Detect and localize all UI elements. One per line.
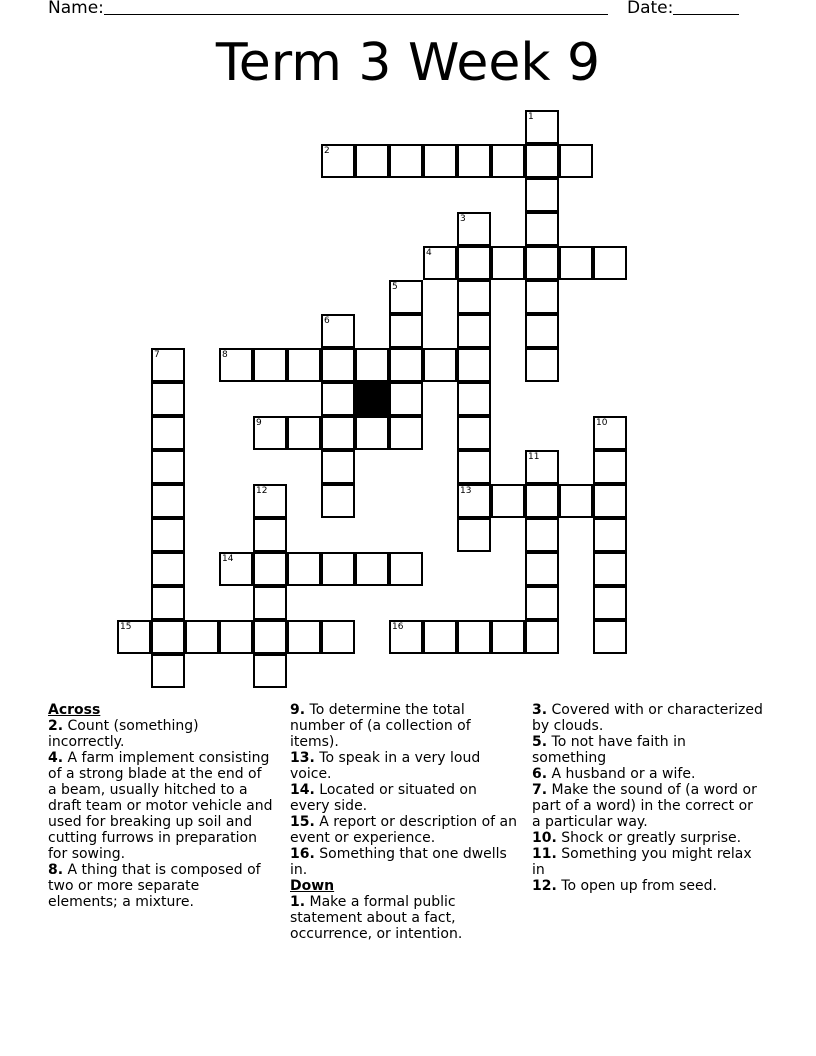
grid-cell[interactable] [423,144,457,178]
grid-cell[interactable] [253,348,287,382]
grid-cell[interactable] [593,620,627,654]
grid-cell[interactable] [525,246,559,280]
grid-cell[interactable] [457,484,491,518]
grid-cell[interactable] [593,416,627,450]
grid-cell[interactable] [457,144,491,178]
grid-cell[interactable] [287,416,321,450]
grid-cell[interactable] [593,518,627,552]
grid-cell[interactable] [321,382,355,416]
grid-cell[interactable] [491,484,525,518]
black-cell [355,382,389,416]
grid-cell[interactable] [389,144,423,178]
grid-cell[interactable] [151,348,185,382]
grid-cell[interactable] [151,620,185,654]
clues-column-3 [532,702,764,894]
grid-cell[interactable] [457,246,491,280]
grid-cell[interactable] [321,314,355,348]
grid-cell[interactable] [491,620,525,654]
clues-column-1 [48,702,273,910]
grid-cell[interactable] [253,552,287,586]
clue-number: 2 [324,146,330,156]
grid-cell[interactable] [593,484,627,518]
clue-down-10: 10. Shock or greatly surprise. [532,830,742,846]
grid-cell[interactable] [525,280,559,314]
grid-cell[interactable] [457,280,491,314]
grid-cell[interactable] [253,484,287,518]
clue-number: 3 [460,214,466,224]
grid-cell[interactable] [287,348,321,382]
grid-cell[interactable] [525,348,559,382]
grid-cell[interactable] [457,620,491,654]
grid-cell[interactable] [491,144,525,178]
grid-cell[interactable] [321,450,355,484]
grid-cell[interactable] [389,552,423,586]
grid-cell[interactable] [525,110,559,144]
grid-cell[interactable] [525,586,559,620]
grid-cell[interactable] [151,654,185,688]
clue-number: 1 [528,112,534,122]
grid-cell[interactable] [253,654,287,688]
grid-cell[interactable] [457,382,491,416]
grid-cell[interactable] [593,450,627,484]
date-label: Date: [627,0,674,18]
clue-across-8: 8. A thing that is composed of two or more separate elements; a mixture. [48,862,261,910]
clues-column-2 [290,702,518,942]
clue-across-13: 13. To speak in a very loud voice. [290,750,481,782]
grid-cell[interactable] [525,518,559,552]
clue-down-7: 7. Make the sound of (a word or part of a word) in the correct or a particular way. [532,782,757,830]
clue-across-4: 4. A farm implement consisting of a strong blade at the end of a beam, usually hitched to a draft team or motor vehicle and used for breaking up soil and cutting furrows in preparation for sowing. [48,750,273,862]
clue-number: 16 [392,622,404,632]
clue-number: 12 [256,486,268,496]
grid-cell[interactable] [321,416,355,450]
clue-down-11: 11. Something you might relax in [532,846,752,878]
grid-cell[interactable] [151,552,185,586]
grid-cell[interactable] [355,552,389,586]
grid-cell[interactable] [457,314,491,348]
grid-cell[interactable] [321,144,355,178]
grid-cell[interactable] [219,620,253,654]
grid-cell[interactable] [389,382,423,416]
grid-cell[interactable] [287,620,321,654]
grid-cell[interactable] [151,450,185,484]
clue-down-1: 1. Make a formal public statement about a fact, occurrence, or intention. [290,894,463,942]
grid-cell[interactable] [491,246,525,280]
grid-cell[interactable] [457,348,491,382]
clue-down-12: 12. To open up from seed. [532,878,717,894]
clue-number: 10 [596,418,608,428]
grid-cell[interactable] [355,144,389,178]
grid-cell[interactable] [457,212,491,246]
grid-cell[interactable] [151,416,185,450]
clue-number: 11 [528,452,540,462]
clue-across-2: 2. Count (something) incorrectly. [48,718,199,750]
clue-across-16: 16. Something that one dwells in. [290,846,507,878]
grid-cell[interactable] [219,552,253,586]
clue-across-15: 15. A report or description of an event or experience. [290,814,517,846]
grid-cell[interactable] [151,518,185,552]
page-title: Term 3 Week 9 [215,33,601,93]
grid-cell[interactable] [117,620,151,654]
grid-cell[interactable] [219,348,253,382]
grid-cell[interactable] [355,348,389,382]
down-heading: Down [290,878,335,894]
grid-cell[interactable] [253,518,287,552]
grid-cell[interactable] [457,450,491,484]
grid-cell[interactable] [457,416,491,450]
clue-number: 13 [460,486,472,496]
grid-cell[interactable] [593,552,627,586]
clue-number: 6 [324,316,330,326]
clue-number: 15 [120,622,132,632]
clue-number: 4 [426,248,432,258]
grid-cell[interactable] [253,416,287,450]
clue-number: 7 [154,350,160,360]
clue-number: 8 [222,350,228,360]
grid-cell[interactable] [423,620,457,654]
name-label: Name: [48,0,104,18]
grid-cell[interactable] [321,484,355,518]
grid-cell[interactable] [321,552,355,586]
grid-cell[interactable] [423,246,457,280]
grid-cell[interactable] [559,144,593,178]
grid-cell[interactable] [389,416,423,450]
grid-cell[interactable] [593,246,627,280]
clue-across-9: 9. To determine the total number of (a collection of items). [290,702,471,750]
clue-down-6: 6. A husband or a wife. [532,766,696,782]
grid-cell[interactable] [525,212,559,246]
grid-cell[interactable] [185,620,219,654]
grid-cell[interactable] [423,348,457,382]
grid-cell[interactable] [525,178,559,212]
grid-cell[interactable] [525,620,559,654]
grid-cell[interactable] [525,314,559,348]
clue-across-14: 14. Located or situated on every side. [290,782,477,814]
clue-number: 5 [392,282,398,292]
grid-cell[interactable] [287,552,321,586]
grid-cell[interactable] [593,586,627,620]
grid-cell[interactable] [389,348,423,382]
clue-number: 9 [256,418,262,428]
grid-cell[interactable] [151,484,185,518]
grid-cell[interactable] [389,620,423,654]
grid-cell[interactable] [525,450,559,484]
grid-cell[interactable] [559,246,593,280]
grid-cell[interactable] [253,620,287,654]
grid-cell[interactable] [525,484,559,518]
across-heading: Across [48,702,101,718]
grid-cell[interactable] [389,314,423,348]
grid-cell[interactable] [355,416,389,450]
grid-cell[interactable] [321,620,355,654]
grid-cell[interactable] [253,586,287,620]
grid-cell[interactable] [151,382,185,416]
grid-cell[interactable] [151,586,185,620]
clue-down-3: 3. Covered with or characterized by clouds. [532,702,763,734]
grid-cell[interactable] [525,552,559,586]
grid-cell[interactable] [457,518,491,552]
clue-down-5: 5. To not have faith in something [532,734,686,766]
grid-cell[interactable] [321,348,355,382]
grid-cell[interactable] [559,484,593,518]
clue-number: 14 [222,554,234,564]
grid-cell[interactable] [389,280,423,314]
grid-cell[interactable] [525,144,559,178]
